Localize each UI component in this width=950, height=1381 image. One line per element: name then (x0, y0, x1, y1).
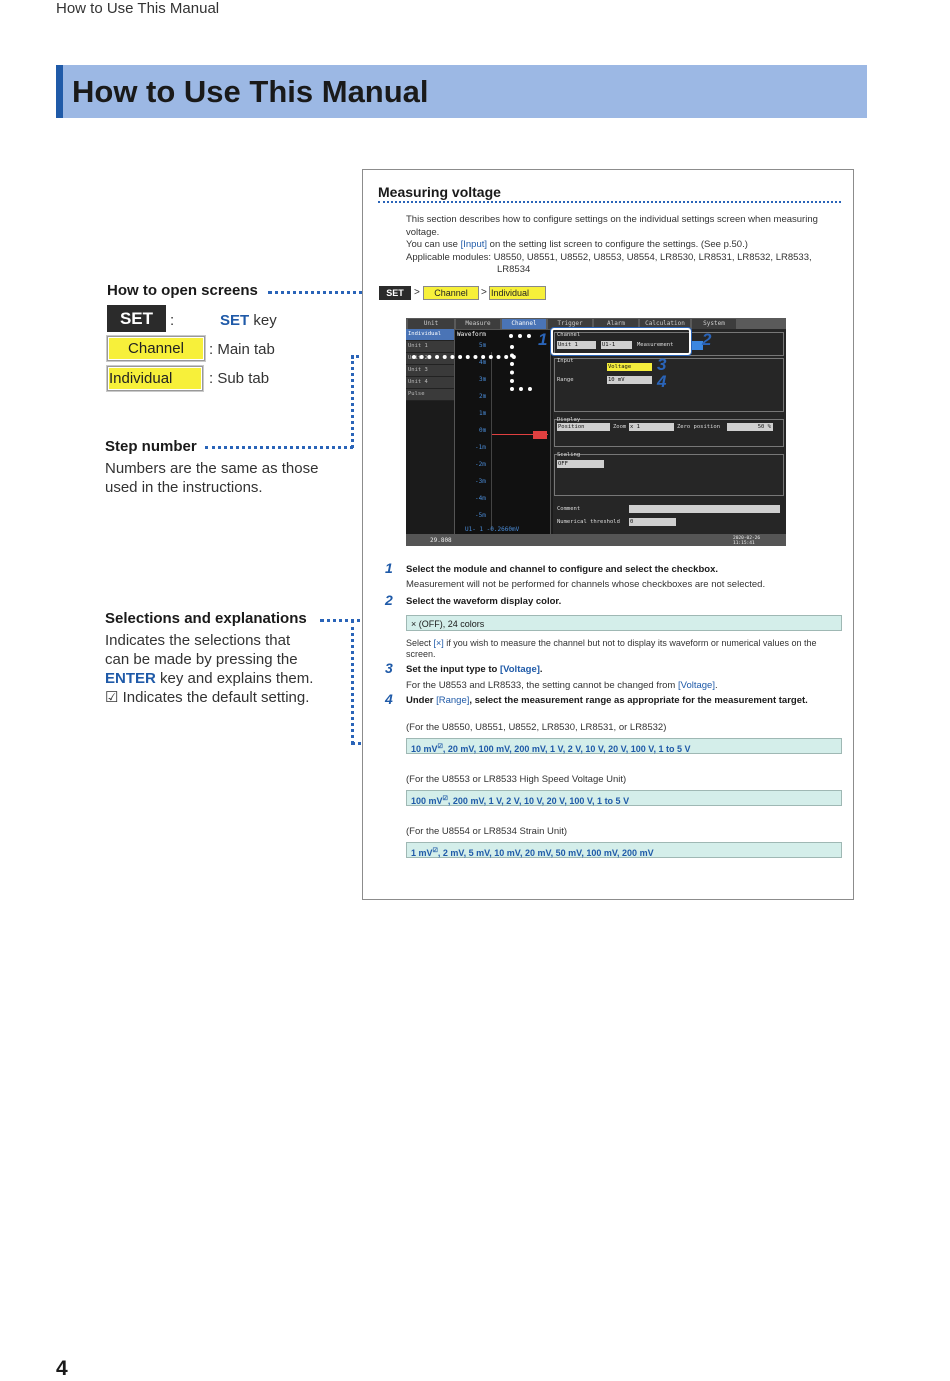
callout-2: 2 (702, 330, 712, 349)
step-3-text-pre: Set the input type to (406, 664, 500, 675)
intro-line2: voltage. (406, 226, 440, 238)
step-4-text-link: [Range] (436, 695, 470, 706)
range-select: 10 mV (607, 376, 652, 384)
step-2-note-link: [×] (433, 638, 444, 648)
screen-tab-alarm: Alarm (594, 319, 638, 329)
step-3-note-post: . (714, 680, 718, 691)
step-2-note-line2: screen. (406, 649, 436, 659)
screen-tab-system: System (692, 319, 736, 329)
title-accent-stripe (56, 65, 63, 118)
callout-4: 4 (657, 372, 667, 391)
sample-section-title: Measuring voltage (378, 184, 501, 200)
wave-tick: 0m (479, 427, 487, 434)
wave-tick: 2m (479, 393, 487, 400)
set-key-suffix: key (249, 312, 277, 329)
wave-tick: -1m (475, 444, 486, 451)
dotted-marker-bottom (510, 387, 532, 391)
intro-line3-post: on the setting list screen to configure the settings. (See p.50.) (487, 239, 748, 251)
step-4-text-post: , select the measurement range as appropriate for the measurement target. (469, 695, 808, 706)
intro-line5: LR8534 (497, 264, 531, 276)
intro-line4: Applicable modules: U8550, U8551, U8552, U8553, U8554, LR8530, LR8531, LR8532, LR8533, (406, 251, 812, 263)
enter-key-name: ENTER (105, 670, 156, 687)
input-link: [Input] (460, 239, 488, 251)
step-2-text: Select the waveform display color. (406, 596, 562, 607)
step-1-text: Select the module and channel to configure and select the checkbox. (406, 564, 718, 575)
display-select: Position (557, 423, 610, 431)
intro-line3-pre: You can use (406, 239, 461, 251)
selections-heading: Selections and explanations (105, 610, 307, 627)
step-2-note-pre: Select (406, 638, 434, 648)
unit-select: Unit 1 (557, 341, 596, 349)
step-3-note-link: [Voltage] (678, 680, 715, 691)
step-4-text-pre: Under (406, 695, 437, 706)
status-datetime: 2020-02-26 11:15:41 (733, 536, 761, 546)
page-number: 4 (56, 1357, 68, 1380)
range-2-default: 100 mV (411, 796, 443, 806)
sample-intro (406, 214, 842, 277)
zoom-select: x 1 (629, 423, 674, 431)
step-2-number: 2 (385, 592, 393, 608)
sub-tab-key-sample: Individual (107, 366, 203, 391)
waveform-panel (454, 329, 551, 536)
step-3-text (406, 664, 543, 675)
zoom-label: Zoom (613, 424, 627, 430)
step-1-note: Measurement will not be performed for channels whose checkboxes are not selected. (406, 579, 766, 590)
page-title: How to Use This Manual (72, 74, 429, 109)
step-number-line1: Numbers are the same as those (105, 460, 319, 477)
screen-status-bar (406, 534, 786, 546)
range-caption-2: (For the U8553 or LR8533 High Speed Voltage Unit) (406, 774, 627, 785)
selections-line3-rest: key and explains them. (155, 670, 314, 687)
step-3-text-link: [Voltage] (499, 664, 540, 675)
wave-tick: 1m (479, 410, 487, 417)
range-bar-1 (406, 738, 842, 754)
step-2-note-post: if you wish to measure the channel but not to display its waveform or numerical values on the (443, 638, 817, 648)
default-checkbox-icon: ☑ (105, 689, 119, 706)
range-label: Range (557, 377, 574, 383)
zero-position-value: 50 % (727, 423, 773, 431)
callout-3: 3 (657, 355, 667, 374)
threshold-field: 0 (629, 518, 676, 526)
default-mark-icon: ☑ (437, 744, 443, 750)
range-caption-1: (For the U8550, U8551, U8552, LR8530, LR8531, or LR8532) (406, 722, 667, 733)
open-screens-heading: How to open screens (107, 282, 258, 299)
wave-tick: -3m (475, 478, 486, 485)
screen-tab-measure: Measure (456, 319, 500, 329)
input-type-select: Voltage (607, 363, 652, 371)
zero-position-label: Zero position (677, 424, 721, 430)
breadcrumb-sub-tab: Individual (489, 286, 546, 300)
intro-line3 (406, 239, 842, 252)
dotted-marker-vertical (510, 345, 514, 383)
subtab-unit2: Unit 2 (406, 353, 454, 365)
channel-label: Channel (557, 332, 581, 338)
range-1-default: 10 mV (411, 744, 438, 754)
channel-marker (533, 431, 547, 439)
waveform-title: Waveform (457, 331, 486, 338)
waveform-axis (491, 352, 492, 530)
selections-vertical-leader (351, 620, 354, 744)
step-3-note (406, 680, 718, 692)
selections-line4-rest: Indicates the default setting. (118, 689, 310, 706)
selections-line4 (105, 688, 309, 707)
set-key-sample: SET (107, 305, 166, 332)
sample-title-underline (378, 201, 841, 203)
wave-tick: -5m (475, 512, 486, 519)
channel-highlight-box (551, 328, 691, 355)
step-3-number: 3 (385, 660, 393, 676)
set-key-description (220, 312, 277, 329)
step-number-vertical-leader (351, 356, 354, 448)
input-group (554, 358, 784, 412)
step-number-heading: Step number (105, 438, 197, 455)
default-mark-icon: ☑ (442, 796, 448, 802)
screen-tab-unit: Unit (408, 319, 454, 329)
subtab-pulse: Pulse (406, 389, 454, 401)
set-colon: : (170, 312, 175, 329)
subtab-individual: Individual (406, 329, 454, 341)
step-3-note-pre: For the U8553 and LR8533, the setting cannot be changed from (406, 680, 678, 691)
dotted-marker-left (412, 355, 516, 359)
comment-field (629, 505, 780, 513)
step-2-note (406, 638, 836, 660)
comment-label: Comment (557, 506, 581, 512)
status-left: 29.808 (430, 537, 452, 544)
waveform-footer: U1- 1 -0.2660mV (465, 526, 520, 533)
wave-tick: -2m (475, 461, 486, 468)
step-1-number: 1 (385, 560, 393, 576)
open-screens-leader (268, 291, 376, 294)
main-tab-description: : Main tab (209, 341, 275, 358)
main-tab-key-sample: Channel (107, 336, 205, 361)
selections-line1: Indicates the selections that (105, 632, 291, 649)
input-label: Input (557, 358, 574, 364)
screen-tab-calculation: Calculation (640, 319, 690, 329)
range-1-rest: , 20 mV, 100 mV, 200 mV, 1 V, 2 V, 10 V, 20 V, 100 V, 1 to 5 V (442, 744, 691, 754)
measurement-checkbox-label: Measurement (637, 342, 674, 348)
settings-panel (553, 329, 786, 534)
selections-line2: can be made by pressing the (105, 651, 298, 668)
step-number-line2: used in the instructions. (105, 479, 263, 496)
threshold-label: Numerical threshold (557, 519, 620, 525)
subtab-unit1: Unit 1 (406, 341, 454, 353)
running-header: How to Use This Manual (56, 0, 220, 17)
step-3-text-post: . (539, 664, 543, 675)
step-4-number: 4 (385, 691, 393, 707)
wave-tick: 3m (479, 376, 487, 383)
sub-tab-description: : Sub tab (209, 370, 270, 387)
scaling-select: OFF (557, 460, 604, 468)
wave-tick: -4m (475, 495, 486, 502)
wave-tick: 4m (479, 359, 487, 366)
callout-1: 1 (538, 330, 548, 349)
step-4-text (406, 695, 808, 706)
breadcrumb-main-tab: Channel (423, 286, 479, 300)
display-label: Display (557, 417, 581, 423)
breadcrumb-set-key: SET (379, 286, 411, 300)
range-bar-3 (406, 842, 842, 858)
dotted-marker-top (509, 334, 531, 341)
breadcrumb-separator: > (414, 287, 420, 298)
selections-line3 (105, 669, 313, 688)
set-key-name: SET (220, 312, 250, 329)
scaling-label: Scaling (557, 452, 581, 458)
wave-tick: 5m (479, 342, 487, 349)
channel-select: U1-1 (601, 341, 632, 349)
screen-tab-channel: Channel (502, 319, 546, 329)
subtab-unit4: Unit 4 (406, 377, 454, 389)
default-mark-icon: ☑ (432, 848, 438, 854)
intro-line1: This section describes how to configure settings on the individual settings screen when measuring (406, 214, 818, 225)
range-3-rest: , 2 mV, 5 mV, 10 mV, 20 mV, 50 mV, 100 mV, 200 mV (437, 848, 654, 858)
step-number-leader (205, 446, 353, 449)
range-caption-3: (For the U8554 or LR8534 Strain Unit) (406, 826, 568, 837)
page-title-bar (56, 65, 867, 118)
range-bar-2 (406, 790, 842, 806)
screen-tab-trigger: Trigger (548, 319, 592, 329)
screen-subtabs (406, 329, 454, 409)
range-3-default: 1 mV (411, 848, 433, 858)
range-2-rest: , 200 mV, 1 V, 2 V, 10 V, 20 V, 100 V, 1 to 5 V (447, 796, 630, 806)
step-2-selection-bar: × (OFF), 24 colors (406, 615, 842, 631)
subtab-unit3: Unit 3 (406, 365, 454, 377)
breadcrumb-separator-2: > (481, 287, 487, 298)
